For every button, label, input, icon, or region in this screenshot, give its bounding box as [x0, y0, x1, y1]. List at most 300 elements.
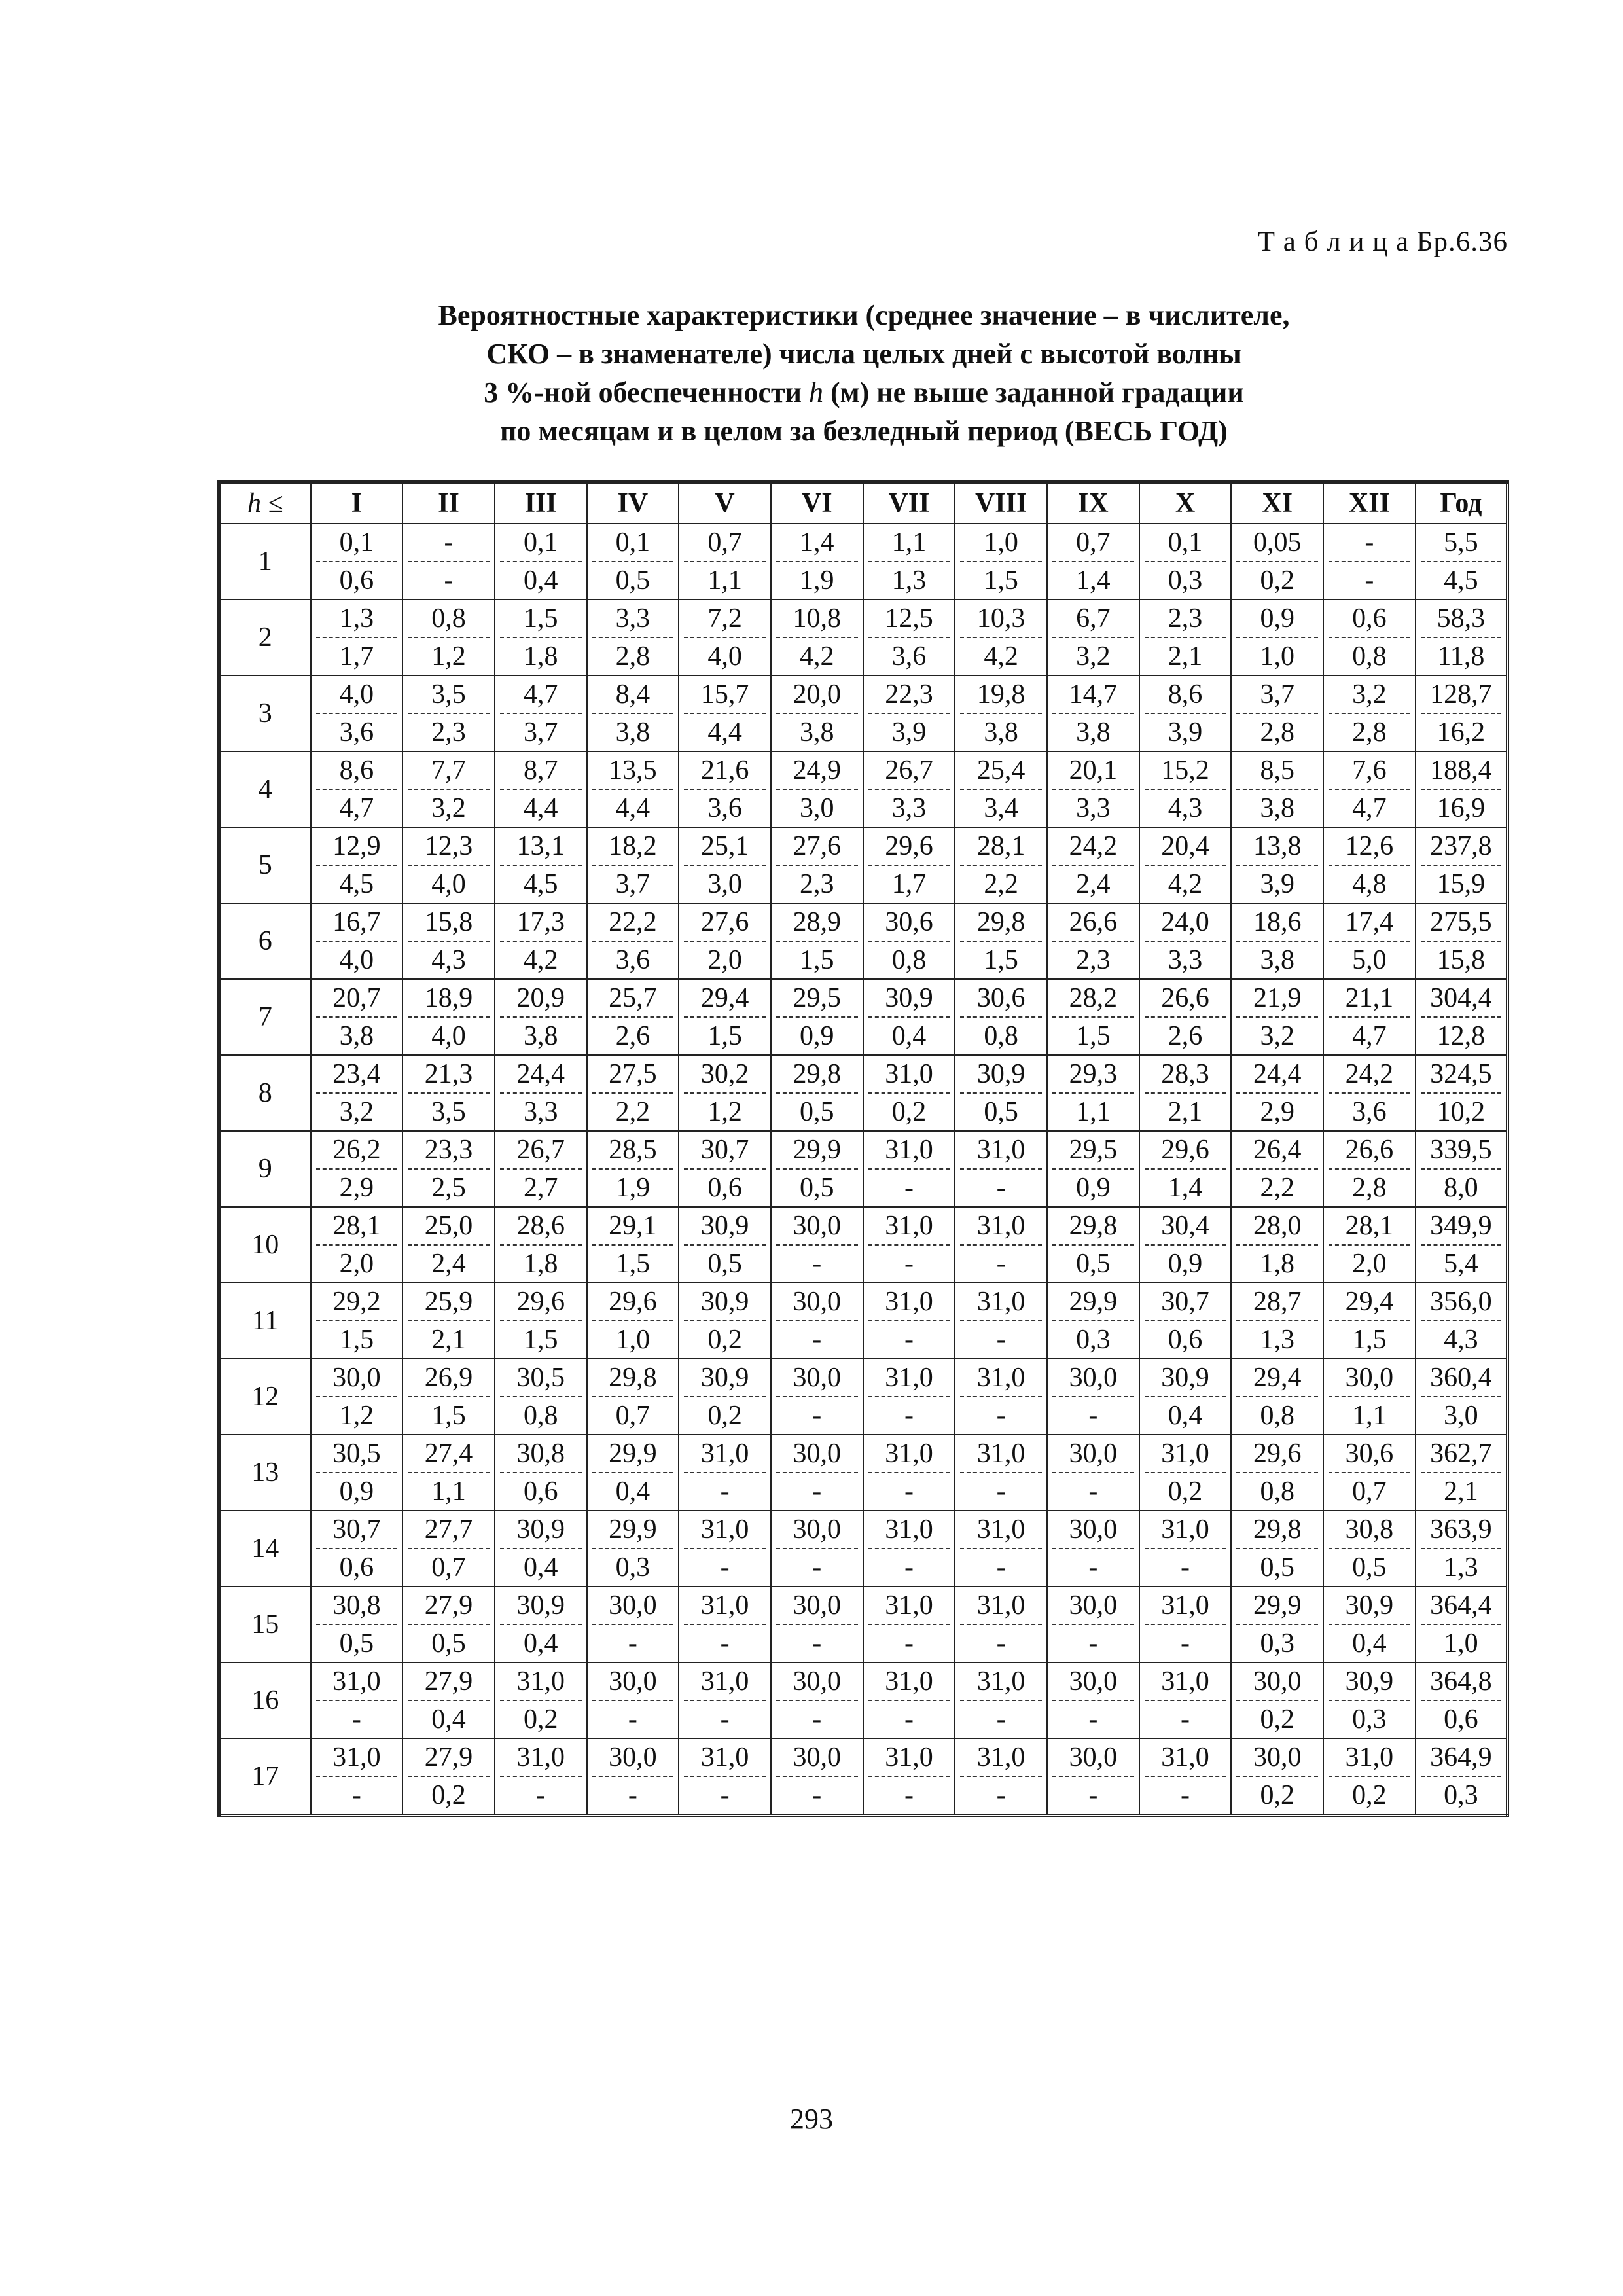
sko-value: 0,4 — [1352, 1628, 1387, 1659]
sko-value: 0,7 — [615, 1401, 651, 1431]
mean-value: 13,5 — [592, 752, 674, 790]
mean-value: 12,3 — [408, 828, 490, 866]
mean-value: 0,1 — [316, 524, 398, 562]
mean-value: 21,6 — [684, 752, 766, 790]
value-cell — [587, 524, 679, 600]
sko-value: 10,2 — [1436, 1097, 1486, 1127]
caption-variable-h: h — [808, 376, 823, 408]
value-cell — [771, 751, 863, 827]
sko-value: 2,3 — [800, 869, 834, 899]
value-cell — [955, 1738, 1047, 1816]
mean-value: 30,9 — [1329, 1663, 1410, 1701]
value-cell — [1416, 1738, 1508, 1816]
sko-value: 4,4 — [707, 717, 742, 747]
sko-value: 2,0 — [1352, 1249, 1387, 1279]
value-cell — [1416, 1283, 1508, 1359]
sko-value: - — [904, 1173, 914, 1203]
value-cell — [1231, 903, 1323, 979]
row-h-value: 3 — [219, 675, 311, 751]
row-h-value: 4 — [219, 751, 311, 827]
mean-value: 28,5 — [592, 1132, 674, 1170]
sko-value: 1,5 — [1076, 1021, 1111, 1051]
mean-value: 362,7 — [1421, 1435, 1501, 1473]
value-cell — [1139, 1207, 1232, 1283]
mean-value: 0,9 — [1236, 600, 1318, 638]
value-cell — [863, 1207, 955, 1283]
value-cell — [1416, 675, 1508, 751]
value-cell — [587, 1738, 679, 1816]
table-row — [219, 675, 1508, 751]
sko-value: 0,5 — [800, 1097, 834, 1127]
value-cell — [771, 1738, 863, 1816]
mean-value: 188,4 — [1421, 752, 1501, 790]
value-cell — [1323, 751, 1416, 827]
mean-value: 23,4 — [316, 1056, 398, 1094]
value-cell — [587, 1662, 679, 1738]
sko-value: 0,3 — [1168, 565, 1203, 596]
value-cell — [771, 1055, 863, 1131]
sko-value: 4,3 — [431, 945, 466, 975]
sko-value: 0,8 — [523, 1401, 558, 1431]
mean-value: 17,3 — [500, 904, 582, 942]
sko-value: - — [904, 1704, 914, 1734]
sko-value: 1,0 — [1260, 641, 1294, 672]
header-month: XI — [1231, 482, 1323, 524]
mean-value: 363,9 — [1421, 1511, 1501, 1549]
value-cell — [1047, 979, 1139, 1055]
mean-value: 31,0 — [868, 1056, 950, 1094]
value-cell — [402, 1131, 495, 1207]
mean-value: 30,9 — [1329, 1587, 1410, 1625]
sko-value: 16,9 — [1436, 793, 1486, 823]
value-cell — [863, 979, 955, 1055]
mean-value: 31,0 — [868, 1283, 950, 1321]
value-cell — [1416, 903, 1508, 979]
mean-value: 30,0 — [1052, 1511, 1134, 1549]
value-cell — [311, 1435, 403, 1511]
value-cell — [1047, 1207, 1139, 1283]
mean-value: 25,1 — [684, 828, 766, 866]
sko-value: 4,0 — [707, 641, 742, 672]
mean-value: 31,0 — [868, 1132, 950, 1170]
mean-value: 28,0 — [1236, 1208, 1318, 1246]
mean-value: 31,0 — [960, 1739, 1042, 1777]
sko-value: 2,0 — [339, 1249, 374, 1279]
value-cell — [402, 524, 495, 600]
sko-value: 2,0 — [707, 945, 742, 975]
value-cell — [311, 1587, 403, 1662]
mean-value: 30,6 — [868, 904, 950, 942]
mean-value: 24,4 — [500, 1056, 582, 1094]
sko-value: 0,9 — [800, 1021, 834, 1051]
table-row — [219, 1435, 1508, 1511]
mean-value: 27,9 — [408, 1663, 490, 1701]
mean-value: 10,3 — [960, 600, 1042, 638]
table-row — [219, 1359, 1508, 1435]
sko-value: 2,3 — [1076, 945, 1111, 975]
mean-value: 8,7 — [500, 752, 582, 790]
mean-value: 28,3 — [1145, 1056, 1226, 1094]
mean-value: 0,1 — [500, 524, 582, 562]
value-cell — [771, 1662, 863, 1738]
mean-value: 31,0 — [960, 1435, 1042, 1473]
mean-value: 31,0 — [868, 1359, 950, 1397]
mean-value: 30,7 — [316, 1511, 398, 1549]
sko-value: - — [720, 1628, 730, 1659]
mean-value: 30,0 — [1052, 1739, 1134, 1777]
value-cell — [1323, 903, 1416, 979]
value-cell — [311, 600, 403, 675]
sko-value: 11,8 — [1437, 641, 1485, 672]
value-cell — [1323, 1283, 1416, 1359]
sko-value: - — [720, 1780, 730, 1810]
value-cell — [771, 600, 863, 675]
sko-value: 0,5 — [707, 1249, 742, 1279]
sko-value: 0,2 — [707, 1401, 742, 1431]
value-cell — [1047, 827, 1139, 903]
mean-value: 30,5 — [500, 1359, 582, 1397]
value-cell — [1323, 1055, 1416, 1131]
value-cell — [1416, 1435, 1508, 1511]
mean-value: 29,3 — [1052, 1056, 1134, 1094]
value-cell — [1047, 1587, 1139, 1662]
sko-value: 1,9 — [615, 1173, 651, 1203]
value-cell — [1323, 1662, 1416, 1738]
sko-value: - — [1088, 1477, 1098, 1507]
sko-value: 1,5 — [339, 1325, 374, 1355]
value-cell — [679, 903, 771, 979]
value-cell — [771, 1131, 863, 1207]
sko-value: 0,4 — [1168, 1401, 1203, 1431]
row-h-value: 2 — [219, 600, 311, 675]
row-h-value: 9 — [219, 1131, 311, 1207]
sko-value: - — [1088, 1552, 1098, 1583]
value-cell — [495, 751, 587, 827]
value-cell — [1416, 979, 1508, 1055]
sko-value: 0,3 — [1352, 1704, 1387, 1734]
header-month: III — [495, 482, 587, 524]
mean-value: 3,2 — [1329, 676, 1410, 714]
value-cell — [1047, 1435, 1139, 1511]
mean-value: 29,5 — [776, 980, 858, 1018]
mean-value: 20,0 — [776, 676, 858, 714]
value-cell — [679, 1662, 771, 1738]
sko-value: 0,4 — [523, 1628, 558, 1659]
value-cell — [587, 675, 679, 751]
value-cell — [311, 524, 403, 600]
mean-value: 12,6 — [1329, 828, 1410, 866]
row-h-value: 10 — [219, 1207, 311, 1283]
row-h-value: 5 — [219, 827, 311, 903]
table-row — [219, 751, 1508, 827]
mean-value: 30,0 — [776, 1511, 858, 1549]
sko-value: 3,8 — [800, 717, 834, 747]
mean-value: 26,7 — [868, 752, 950, 790]
value-cell — [679, 1435, 771, 1511]
value-cell — [863, 524, 955, 600]
mean-value: 18,2 — [592, 828, 674, 866]
sko-value: 3,2 — [431, 793, 466, 823]
value-cell — [1047, 1662, 1139, 1738]
mean-value: 30,9 — [500, 1587, 582, 1625]
value-cell — [587, 903, 679, 979]
sko-value: - — [904, 1780, 914, 1810]
mean-value: 30,0 — [776, 1435, 858, 1473]
mean-value: 1,1 — [868, 524, 950, 562]
value-cell — [587, 979, 679, 1055]
value-cell — [863, 1662, 955, 1738]
table-row — [219, 827, 1508, 903]
sko-value: 4,5 — [1444, 565, 1478, 596]
value-cell — [863, 751, 955, 827]
mean-value: 0,7 — [684, 524, 766, 562]
mean-value: 8,6 — [316, 752, 398, 790]
value-cell — [495, 1738, 587, 1816]
mean-value: 30,0 — [1236, 1739, 1318, 1777]
sko-value: 3,9 — [1260, 869, 1294, 899]
sko-value: - — [996, 1477, 1006, 1507]
sko-value: - — [628, 1628, 637, 1659]
mean-value: 1,0 — [960, 524, 1042, 562]
mean-value: 30,0 — [1236, 1663, 1318, 1701]
value-cell — [1139, 751, 1232, 827]
mean-value: 30,9 — [684, 1208, 766, 1246]
value-cell — [587, 1359, 679, 1435]
mean-value: 3,3 — [592, 600, 674, 638]
mean-value: 17,4 — [1329, 904, 1410, 942]
mean-value: 30,8 — [500, 1435, 582, 1473]
sko-value: - — [812, 1325, 822, 1355]
row-h-value: 12 — [219, 1359, 311, 1435]
sko-value: - — [720, 1477, 730, 1507]
mean-value: 29,9 — [776, 1132, 858, 1170]
mean-value: 29,9 — [592, 1435, 674, 1473]
value-cell — [1323, 979, 1416, 1055]
value-cell — [587, 1435, 679, 1511]
sko-value: 0,8 — [1260, 1401, 1294, 1431]
mean-value: 31,0 — [500, 1739, 582, 1777]
sko-value: - — [1088, 1628, 1098, 1659]
mean-value: 29,2 — [316, 1283, 398, 1321]
mean-value: 30,9 — [684, 1359, 766, 1397]
value-cell — [1416, 827, 1508, 903]
mean-value: 8,4 — [592, 676, 674, 714]
sko-value: 1,5 — [800, 945, 834, 975]
value-cell — [311, 1359, 403, 1435]
mean-value: 29,4 — [684, 980, 766, 1018]
sko-value: 1,5 — [707, 1021, 742, 1051]
mean-value: 7,6 — [1329, 752, 1410, 790]
value-cell — [1047, 675, 1139, 751]
sko-value: - — [812, 1628, 822, 1659]
mean-value: 27,9 — [408, 1587, 490, 1625]
sko-value: 3,7 — [615, 869, 651, 899]
sko-value: 0,7 — [1352, 1477, 1387, 1507]
sko-value: 3,3 — [1168, 945, 1203, 975]
mean-value: 27,4 — [408, 1435, 490, 1473]
sko-value: - — [812, 1249, 822, 1279]
value-cell — [402, 1359, 495, 1435]
value-cell — [402, 1738, 495, 1816]
sko-value: 3,8 — [615, 717, 651, 747]
value-cell — [402, 751, 495, 827]
mean-value: 30,0 — [592, 1739, 674, 1777]
value-cell — [955, 1359, 1047, 1435]
sko-value: 2,3 — [431, 717, 466, 747]
mean-value: 364,9 — [1421, 1739, 1501, 1777]
sko-value: 0,5 — [431, 1628, 466, 1659]
value-cell — [1231, 827, 1323, 903]
mean-value: 30,9 — [868, 980, 950, 1018]
value-cell — [863, 827, 955, 903]
sko-value: - — [996, 1249, 1006, 1279]
sko-value: - — [996, 1401, 1006, 1431]
mean-value: 30,0 — [316, 1359, 398, 1397]
mean-value: 360,4 — [1421, 1359, 1501, 1397]
mean-value: 349,9 — [1421, 1208, 1501, 1246]
mean-value: 31,0 — [868, 1435, 950, 1473]
mean-value: 30,9 — [684, 1283, 766, 1321]
sko-value: 0,2 — [523, 1704, 558, 1734]
sko-value: 3,3 — [523, 1097, 558, 1127]
value-cell — [495, 1131, 587, 1207]
sko-value: - — [444, 565, 454, 596]
mean-value: 24,2 — [1329, 1056, 1410, 1094]
value-cell — [771, 1207, 863, 1283]
mean-value: 8,5 — [1236, 752, 1318, 790]
value-cell — [1323, 1435, 1416, 1511]
sko-value: 0,8 — [1260, 1477, 1294, 1507]
value-cell — [311, 979, 403, 1055]
value-cell — [587, 1131, 679, 1207]
value-cell — [311, 1207, 403, 1283]
value-cell — [679, 1131, 771, 1207]
mean-value: 0,7 — [1052, 524, 1134, 562]
sko-value: 15,9 — [1436, 869, 1486, 899]
sko-value: 0,5 — [615, 565, 651, 596]
sko-value: 0,5 — [800, 1173, 834, 1203]
value-cell — [1323, 524, 1416, 600]
sko-value: 1,3 — [1444, 1552, 1478, 1583]
value-cell — [1139, 600, 1232, 675]
value-cell — [402, 1055, 495, 1131]
value-cell — [1323, 1587, 1416, 1662]
sko-value: 1,8 — [1260, 1249, 1294, 1279]
sko-value: 5,0 — [1352, 945, 1387, 975]
value-cell — [1139, 1738, 1232, 1816]
sko-value: 4,5 — [339, 869, 374, 899]
mean-value: 29,9 — [1236, 1587, 1318, 1625]
sko-value: 1,2 — [339, 1401, 374, 1431]
value-cell — [679, 1738, 771, 1816]
value-cell — [679, 751, 771, 827]
mean-value: 6,7 — [1052, 600, 1134, 638]
table-row — [219, 524, 1508, 600]
sko-value: - — [812, 1704, 822, 1734]
sko-value: - — [1181, 1704, 1190, 1734]
value-cell — [495, 1435, 587, 1511]
sko-value: 3,8 — [1076, 717, 1111, 747]
value-cell — [771, 675, 863, 751]
mean-value: 27,5 — [592, 1056, 674, 1094]
mean-value: 1,4 — [776, 524, 858, 562]
value-cell — [955, 827, 1047, 903]
value-cell — [1047, 1131, 1139, 1207]
mean-value: 30,7 — [684, 1132, 766, 1170]
mean-value: 29,9 — [592, 1511, 674, 1549]
table-row — [219, 1511, 1508, 1587]
sko-value: 0,4 — [523, 565, 558, 596]
sko-value: - — [1088, 1780, 1098, 1810]
value-cell — [1047, 1511, 1139, 1587]
value-cell — [1231, 1359, 1323, 1435]
mean-value: 30,0 — [1052, 1435, 1134, 1473]
mean-value: 324,5 — [1421, 1056, 1501, 1094]
sko-value: 2,1 — [431, 1325, 466, 1355]
sko-value: 3,6 — [339, 717, 374, 747]
mean-value: 30,4 — [1145, 1208, 1226, 1246]
mean-value: 28,2 — [1052, 980, 1134, 1018]
mean-value: 31,0 — [1329, 1739, 1410, 1777]
value-cell — [1139, 1435, 1232, 1511]
table-row — [219, 1587, 1508, 1662]
mean-value: 12,9 — [316, 828, 398, 866]
value-cell — [771, 1587, 863, 1662]
table-row — [219, 1738, 1508, 1816]
sko-value: 4,8 — [1352, 869, 1387, 899]
sko-value: 3,2 — [1076, 641, 1111, 672]
mean-value: 31,0 — [316, 1739, 398, 1777]
sko-value: 0,8 — [1352, 641, 1387, 672]
sko-value: 4,4 — [523, 793, 558, 823]
sko-value: 3,8 — [984, 717, 1018, 747]
sko-value: - — [904, 1325, 914, 1355]
sko-value: 3,3 — [1076, 793, 1111, 823]
value-cell — [1139, 827, 1232, 903]
value-cell — [679, 1587, 771, 1662]
mean-value: 29,8 — [1236, 1511, 1318, 1549]
value-cell — [955, 1131, 1047, 1207]
mean-value: 30,0 — [1052, 1359, 1134, 1397]
value-cell — [1323, 1131, 1416, 1207]
row-h-value: 13 — [219, 1435, 311, 1511]
sko-value: 1,3 — [891, 565, 927, 596]
sko-value: - — [628, 1780, 637, 1810]
mean-value: 15,8 — [408, 904, 490, 942]
value-cell — [955, 600, 1047, 675]
value-cell — [587, 827, 679, 903]
value-cell — [1231, 751, 1323, 827]
sko-value: - — [720, 1552, 730, 1583]
value-cell — [1416, 1131, 1508, 1207]
mean-value: 13,1 — [500, 828, 582, 866]
mean-value: 237,8 — [1421, 828, 1501, 866]
sko-value: 3,2 — [339, 1097, 374, 1127]
value-cell — [311, 1055, 403, 1131]
mean-value: 31,0 — [684, 1663, 766, 1701]
value-cell — [1231, 1587, 1323, 1662]
mean-value: 31,0 — [960, 1208, 1042, 1246]
sko-value: - — [996, 1325, 1006, 1355]
value-cell — [1323, 1511, 1416, 1587]
value-cell — [495, 600, 587, 675]
value-cell — [402, 979, 495, 1055]
header-month: VII — [863, 482, 955, 524]
value-cell — [1416, 1662, 1508, 1738]
sko-value: 2,8 — [1352, 1173, 1387, 1203]
header-h-threshold: h ≤ — [219, 482, 311, 524]
mean-value: 30,0 — [776, 1739, 858, 1777]
